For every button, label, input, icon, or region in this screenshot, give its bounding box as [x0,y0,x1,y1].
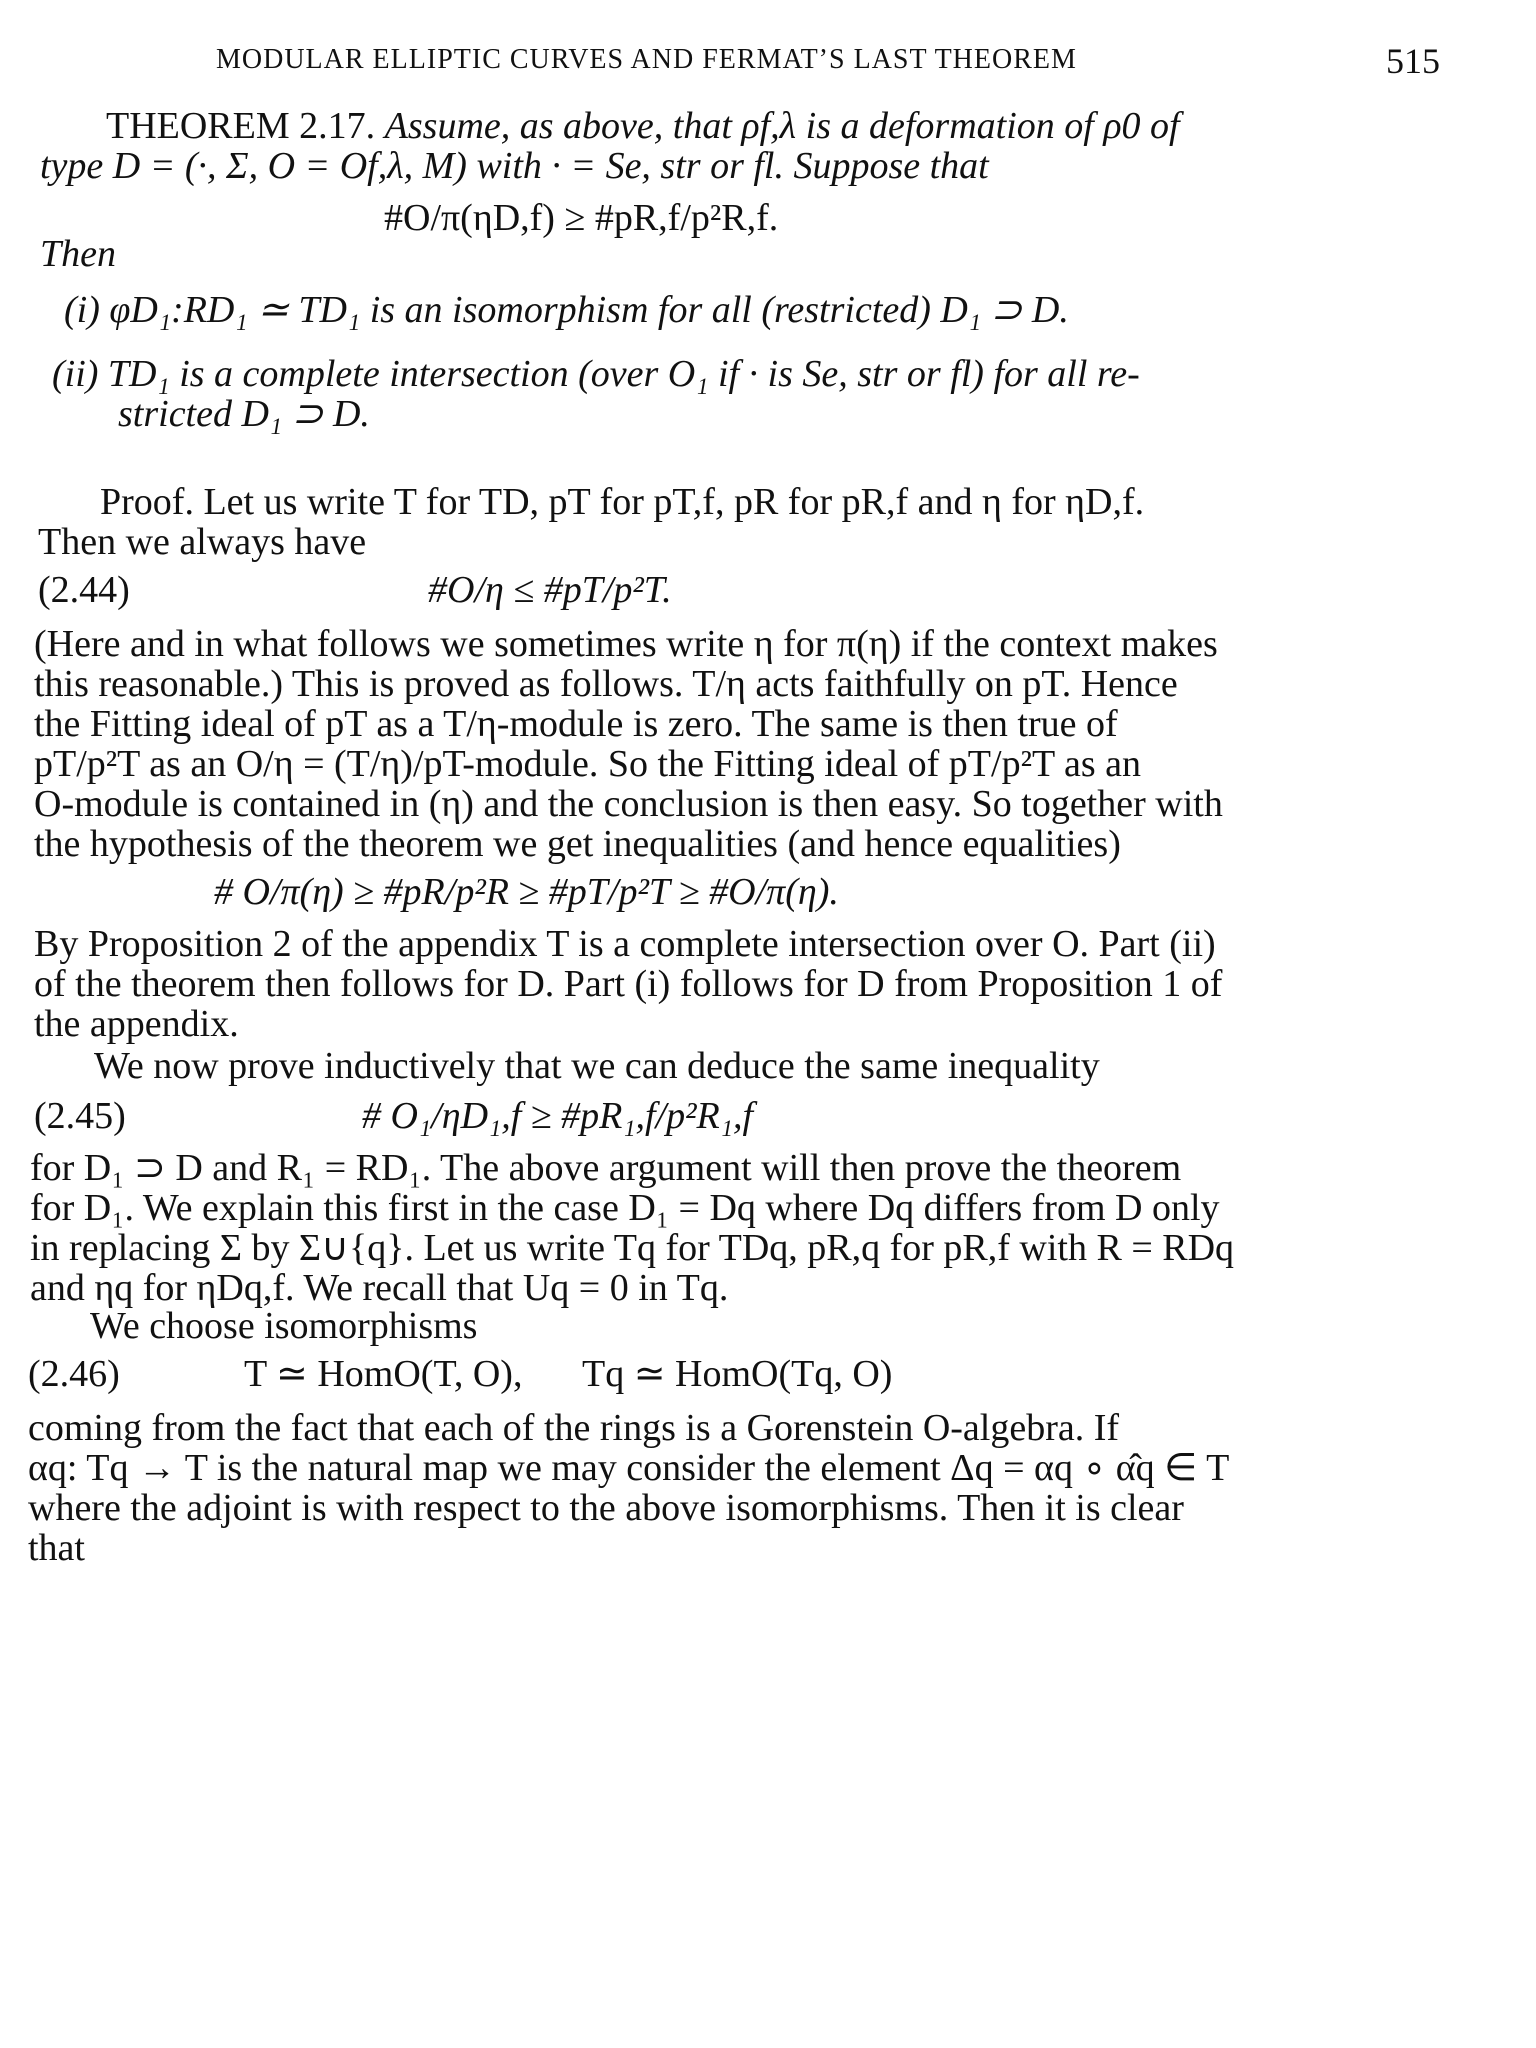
header-title: MODULAR ELLIPTIC CURVES AND FERMAT’S LAST THEOREM [216,44,1077,75]
theorem-item-i: (i) φD₁:RD₁ ≃ TD₁ is an isomorphism for all (restricted) D₁ ⊃ D. [64,289,1069,331]
theorem-item-ii-line-2: stricted D₁ ⊃ D. [118,393,370,435]
paragraph-line: of the theorem then follows for D. Part (i) follows for D from Proposition 1 of [34,963,1223,1005]
page-number: 515 [1386,41,1440,81]
theorem-text-1: Assume, as above, that ρf,λ is a deformation of ρ0 of [384,105,1180,147]
theorem-display-equation: #O/π(ηD,f) ≥ #pR,f/p²R,f. [384,197,779,239]
paragraph-line: the hypothesis of the theorem we get inequalities (and hence equalities) [34,823,1121,865]
equation-2-46-left: T ≃ HomO(T, O), [244,1353,523,1395]
paragraph-line: and ηq for ηDq,f. We recall that Uq = 0 in Tq. [30,1267,729,1309]
paragraph-line: We choose isomorphisms [90,1305,478,1347]
proof-line-2: Then we always have [38,521,367,563]
theorem-line-1 [106,104,1180,148]
paragraph-line: O-module is contained in (η) and the conclusion is then easy. So together with [34,783,1223,825]
theorem-line-2: type D = (·, Σ, O = Of,λ, M) with · = Se, str or fl. Suppose that [40,145,989,187]
theorem-item-ii-line-1: (ii) TD₁ is a complete intersection (over O₁ if · is Se, str or fl) for all re- [52,353,1140,395]
paragraph-line: that [28,1527,85,1569]
paragraph-line: coming from the fact that each of the rings is a Gorenstein O-algebra. If [28,1407,1120,1449]
paragraph-line: By Proposition 2 of the appendix T is a complete intersection over O. Part (ii) [34,923,1216,965]
equation-2-44: #O/η ≤ #pT/p²T. [428,569,672,611]
paragraph-line: αq: Tq → T is the natural map we may consider the element Δq = αq ∘ α̂q ∈ T [28,1447,1230,1489]
equation-number-2-45: (2.45) [34,1095,126,1137]
equation-2-46-right: Tq ≃ HomO(Tq, O) [582,1353,893,1395]
equation-number-2-46: (2.46) [28,1353,120,1395]
paragraph-line: for D₁ ⊃ D and R₁ = RD₁. The above argument will then prove the theorem [30,1147,1182,1189]
paragraph-line: (Here and in what follows we sometimes write η for π(η) if the context makes [34,623,1218,665]
paragraph-line: pT/p²T as an O/η = (T/η)/pT-module. So the Fitting ideal of pT/p²T as an [34,743,1142,785]
running-header [216,41,1440,84]
paragraph-line: the appendix. [34,1003,239,1045]
paragraph-line: for D₁. We explain this first in the case D₁ = Dq where Dq differs from D only [30,1187,1220,1229]
paragraph-line: this reasonable.) This is proved as follows. T/η acts faithfully on pT. Hence [34,663,1178,705]
equation-number-2-44: (2.44) [38,569,130,611]
paragraph-line: We now prove inductively that we can deduce the same inequality [94,1045,1100,1087]
theorem-label: THEOREM 2.17. [106,105,376,147]
proof-line-1: Proof. Let us write T for TD, pT for pT,f, pR for pR,f and η for ηD,f. [100,481,1145,523]
theorem-then: Then [40,233,116,275]
paragraph-line: in replacing Σ by Σ∪{q}. Let us write Tq for TDq, pR,q for pR,f with R = RDq [30,1227,1235,1269]
paragraph-line: the Fitting ideal of pT as a T/η-module is zero. The same is then true of [34,703,1118,745]
equation-2-45: # O₁/ηD₁,f ≥ #pR₁,f/p²R₁,f [362,1095,754,1137]
paragraph-line: where the adjoint is with respect to the above isomorphisms. Then it is clear [28,1487,1184,1529]
inequality-chain: # O/π(η) ≥ #pR/p²R ≥ #pT/p²T ≥ #O/π(η). [214,871,839,913]
